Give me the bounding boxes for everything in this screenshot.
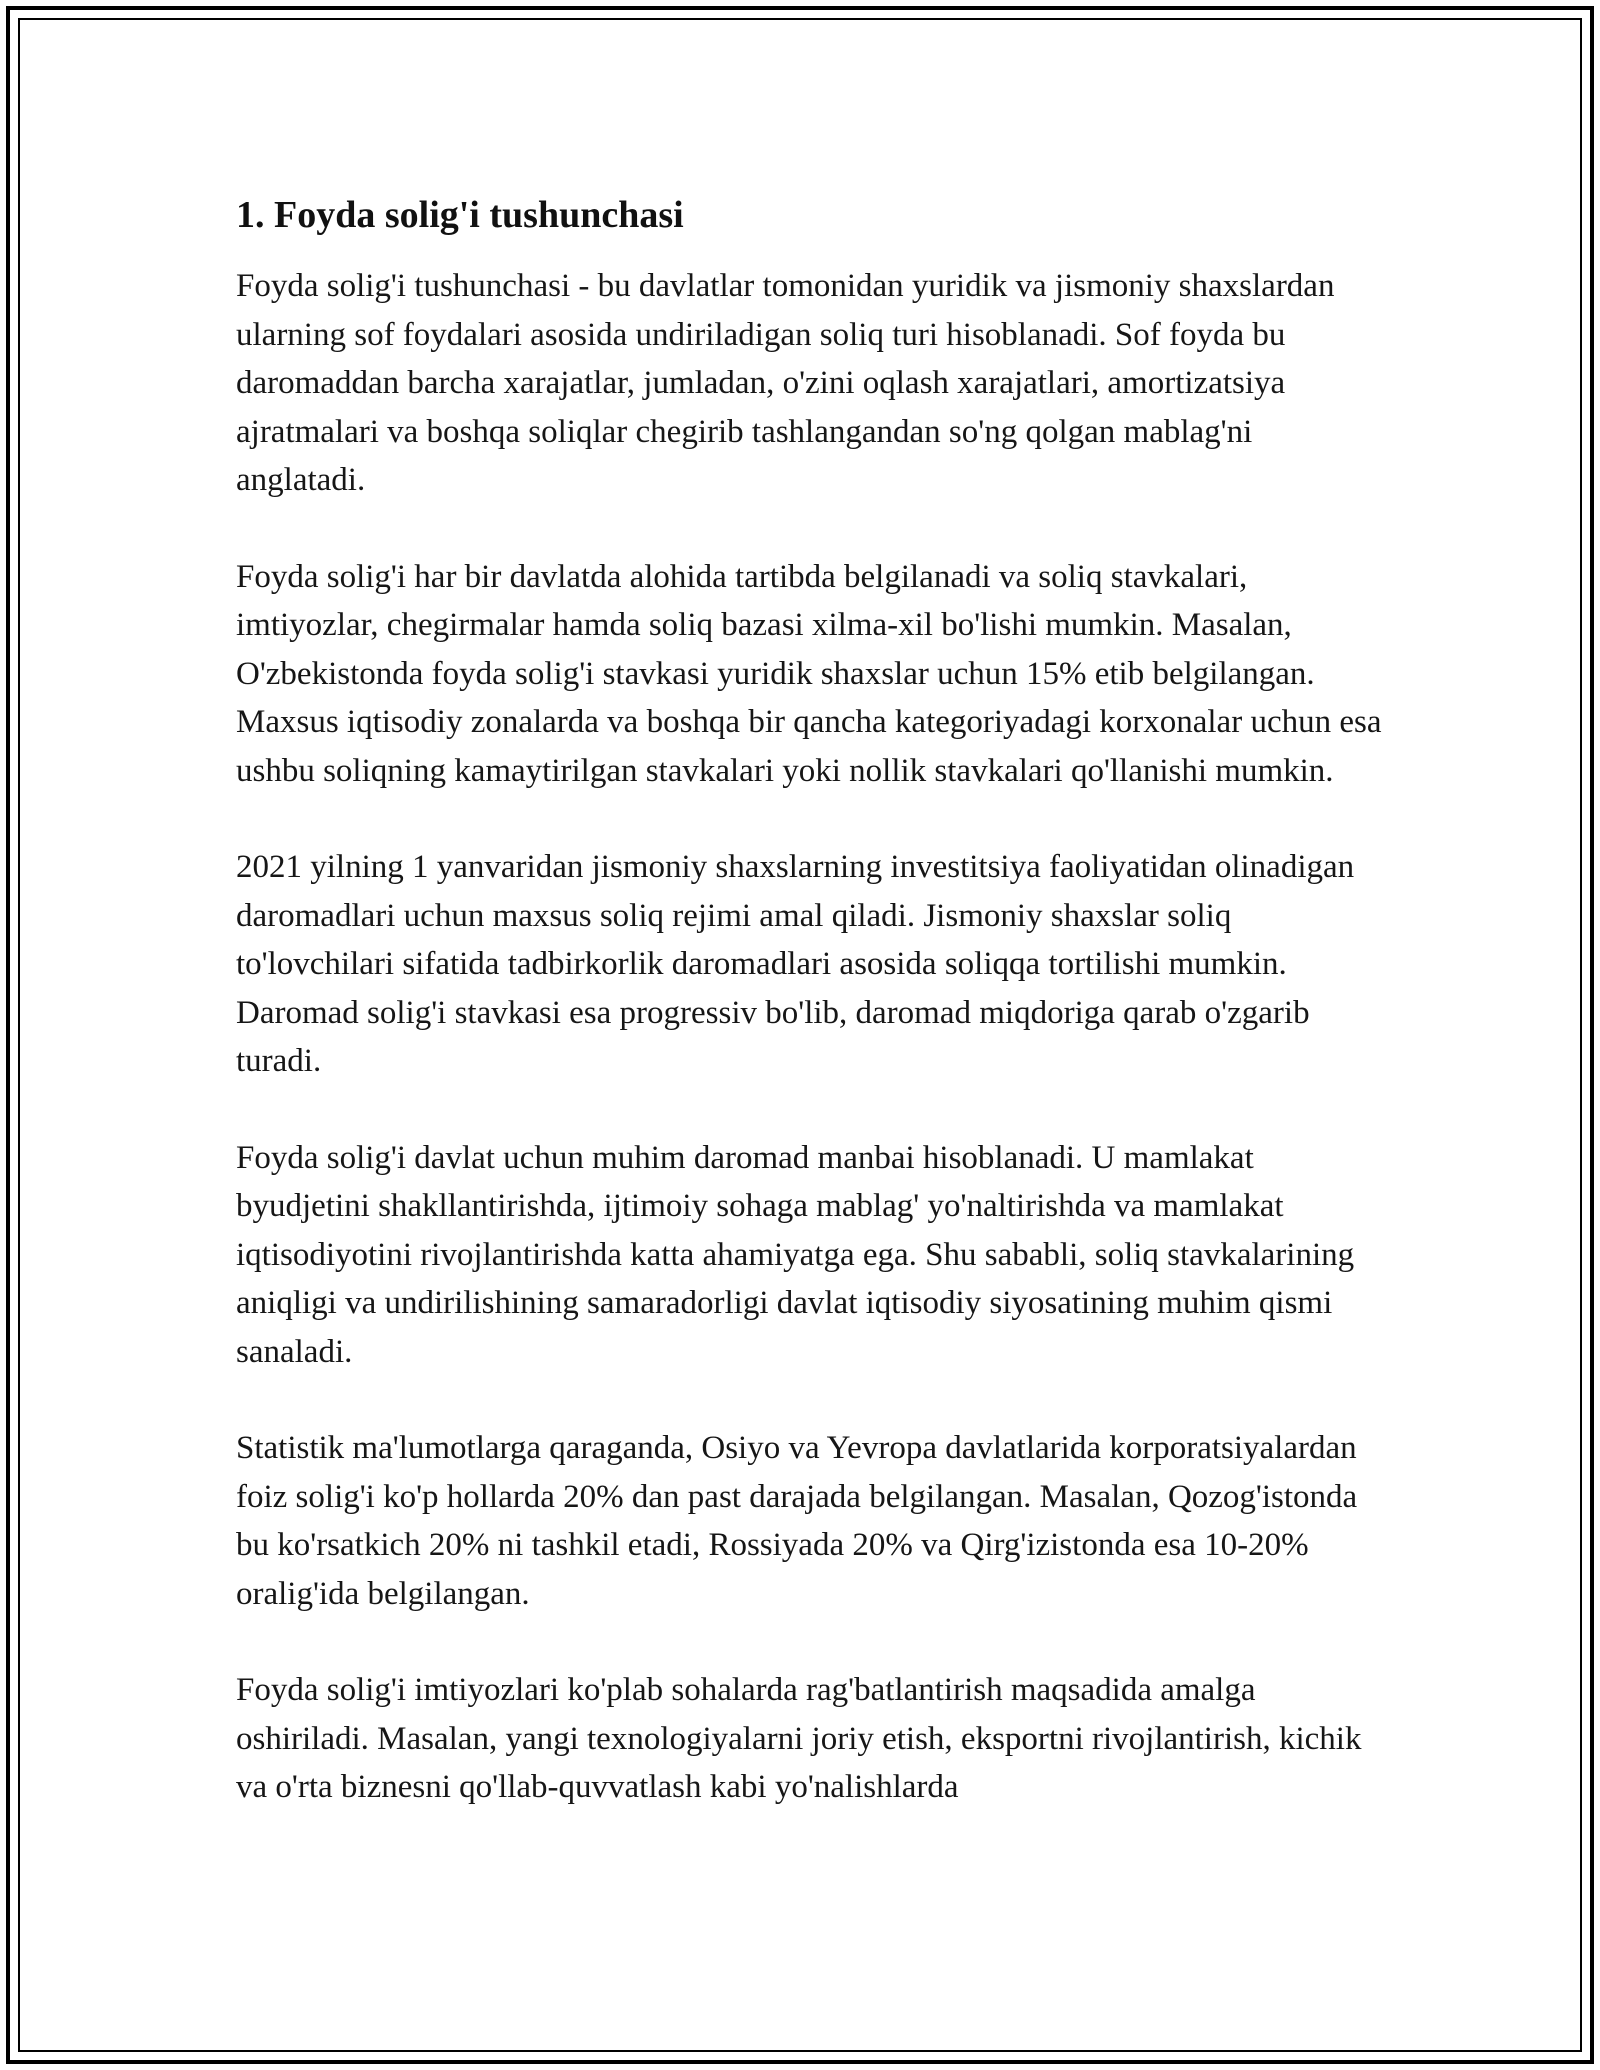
paragraph-individuals: 2021 yilning 1 yanvaridan jismoniy shaxslarning investitsiya faoliyatidan olinadigan daromadlari uchun maxsus soliq rejimi amal qiladi. Jismoniy shaxslar soliq to'lovchilari sifatida tadbirkorlik daromadlari asosida soliqqa tortilishi mumkin. Daromad solig'i stavkasi esa progressiv bo'lib, daromad miqdoriga qarab o'zgarib turadi.: [236, 849, 1355, 1079]
document-body: [236, 190, 1386, 1812]
paragraph-definition: Foyda solig'i tushunchasi - bu davlatlar tomonidan yuridik va jismoniy shaxslardan ularning sof foydalari asosida undiriladigan soliq turi hisoblanadi. Sof foyda bu daromaddan barcha xarajatlar, jumladan, o'zini oqlash xarajatlari, amortizatsiya ajratmalari va boshqa soliqlar chegirib tashlangandan so'ng qolgan mablag'ni anglatadi.: [236, 268, 1335, 498]
paragraph-importance: Foyda solig'i davlat uchun muhim daromad manbai hisoblanadi. U mamlakat byudjetini shakllantirishda, ijtimoiy sohaga mablag' yo'naltirishda va mamlakat iqtisodiyotini rivojlantirishda katta ahamiyatga ega. Shu sababli, soliq stavkalarining aniqligi va undirilishining samaradorligi davlat iqtisodiy siyosatining muhim qismi sanaladi.: [236, 1139, 1355, 1370]
paragraph-rates: Foyda solig'i har bir davlatda alohida tartibda belgilanadi va soliq stavkalari, imtiyozlar, chegirmalar hamda soliq bazasi xilma-xil bo'lishi mumkin. Masalan, O'zbekistonda foyda solig'i stavkasi yuridik shaxslar uchun 15% etib belgilangan. Maxsus iqtisodiy zonalarda va boshqa bir qancha kategoriyadagi korxonalar uchun esa ushbu soliqning kamaytirilgan stavkalari yoki nollik stavkalari qo'llanishi mumkin.: [236, 558, 1382, 789]
paragraph-incentives: Foyda solig'i imtiyozlari ko'plab sohalarda rag'batlantirish maqsadida amalga oshiriladi. Masalan, yangi texnologiyalarni joriy etish, eksportni rivojlantirish, kichik va o'rta biznesni qo'llab-quvvatlash kabi yo'nalishlarda: [236, 1672, 1362, 1805]
paragraph-statistics: Statistik ma'lumotlarga qaraganda, Osiyo va Yevropa davlatlarida korporatsiyalardan foiz solig'i ko'p hollarda 20% dan past darajada belgilangan. Masalan, Qozog'istonda bu ko'rsatkich 20% ni tashkil etadi, Rossiyada 20% va Qirg'izistonda esa 10-20% oralig'ida belgilangan.: [236, 1430, 1358, 1612]
section-heading: 1. Foyda solig'i tushunchasi: [236, 194, 684, 236]
